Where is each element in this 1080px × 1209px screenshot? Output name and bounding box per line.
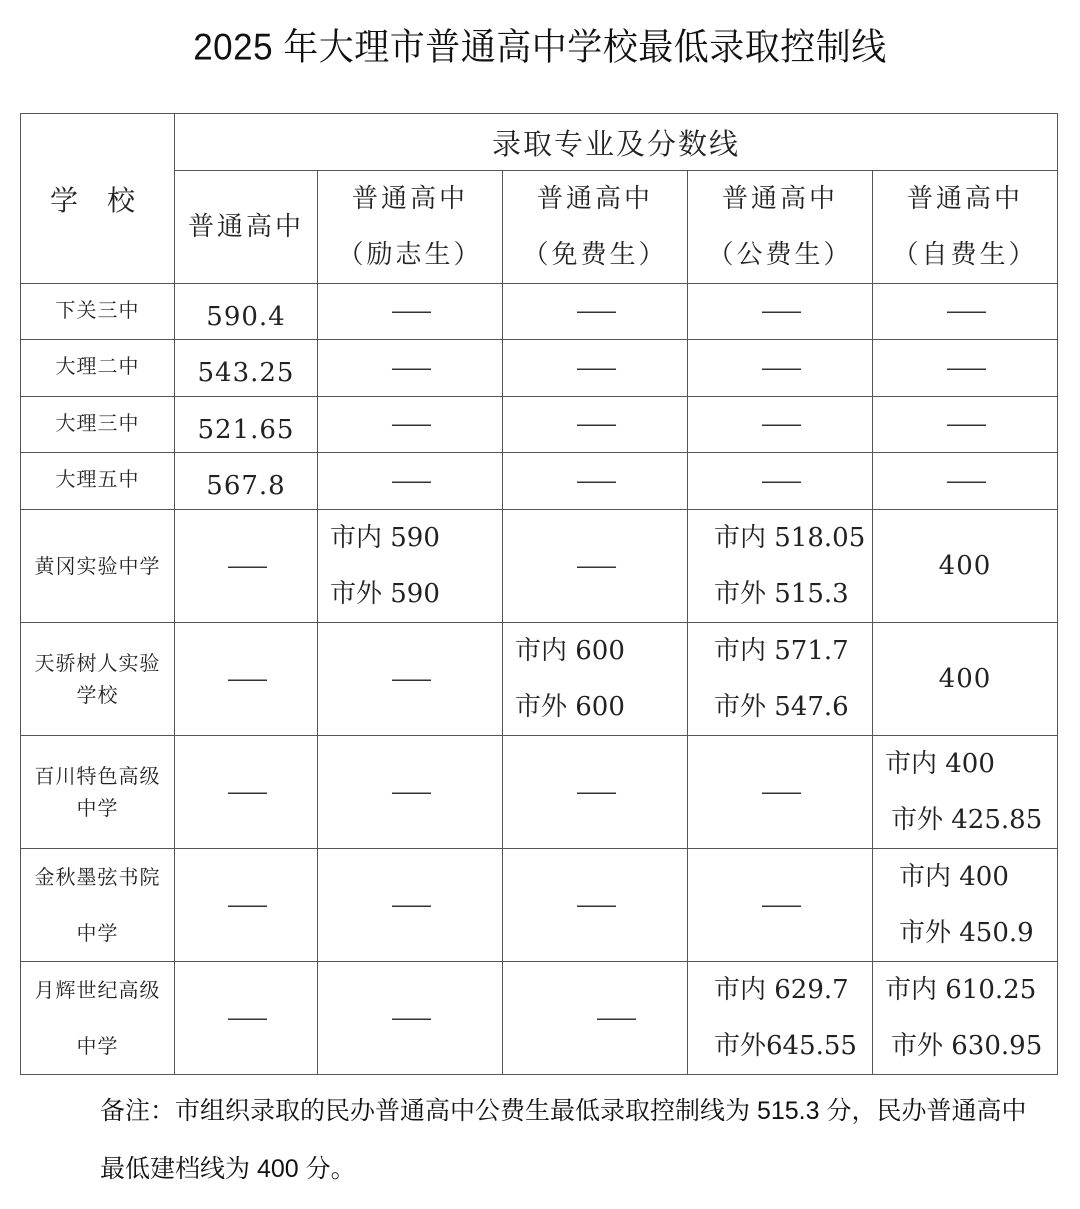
empty-cell: —— [503,284,688,340]
table-row [21,397,1058,453]
school-name: 黄冈实验中学 [21,510,175,623]
score-out-city: 市外 600 [515,692,625,722]
empty-cell: —— [175,962,318,1075]
empty-cell: —— [688,736,873,849]
empty-cell: —— [503,453,688,510]
empty-cell: —— [688,849,873,962]
empty-cell: —— [175,736,318,849]
table-row [21,736,1058,849]
score-out-city: 市外 547.6 [714,692,849,722]
score-cell: 521.65 [175,397,318,453]
score-out-city: 市外 450.9 [899,918,1034,948]
table-row [21,962,1058,1075]
score-out-city: 市外 425.85 [891,805,1043,835]
score-in-city: 市内 400 [885,749,995,779]
score-cell [688,623,873,736]
empty-cell: —— [318,736,503,849]
empty-cell: —— [688,340,873,397]
school-name: 百川特色高级 中学 [21,736,175,849]
empty-cell: —— [318,453,503,510]
score-cell [318,510,503,623]
empty-cell: —— [503,510,688,623]
score-cell [873,736,1058,849]
empty-cell: —— [873,340,1058,397]
school-name: 大理三中 [21,397,175,453]
empty-cell: —— [318,284,503,340]
empty-cell: —— [318,623,503,736]
header-col-public-funded: 普通高中 （公费生） [688,171,873,284]
school-name: 下关三中 [21,284,175,340]
empty-cell: —— [318,849,503,962]
empty-cell: —— [503,736,688,849]
table-row [21,510,1058,623]
empty-cell: —— [503,962,688,1075]
empty-cell: —— [318,397,503,453]
score-cell: 400 [873,510,1058,623]
score-in-city: 市内 400 [899,862,1009,892]
school-name: 月辉世纪高级 中学 [21,962,175,1075]
empty-cell: —— [503,340,688,397]
table-row [21,284,1058,340]
school-name: 大理五中 [21,453,175,510]
empty-cell: —— [175,623,318,736]
empty-cell: —— [175,849,318,962]
table-row [21,453,1058,510]
score-in-city: 市内 518.05 [714,523,866,553]
score-in-city: 市内 590 [330,523,440,553]
empty-cell: —— [503,849,688,962]
score-out-city: 市外 515.3 [714,579,849,609]
score-out-city: 市外 590 [330,579,440,609]
empty-cell: —— [873,397,1058,453]
header-col-aspiration: 普通高中 （励志生） [318,171,503,284]
score-cell: 543.25 [175,340,318,397]
header-col-regular: 普通高中 [175,171,318,284]
score-cell: 590.4 [175,284,318,340]
header-col-self-funded: 普通高中 （自费生） [873,171,1058,284]
empty-cell: —— [503,397,688,453]
header-col-tuition-free: 普通高中 （免费生） [503,171,688,284]
score-cell [688,510,873,623]
empty-cell: —— [175,510,318,623]
score-out-city: 市外 630.95 [891,1031,1043,1061]
score-cell [688,962,873,1075]
score-in-city: 市内 629.7 [714,975,849,1005]
empty-cell: —— [688,397,873,453]
score-in-city: 市内 600 [515,636,625,666]
school-name: 天骄树人实验 学校 [21,623,175,736]
header-school: 学 校 [21,114,175,284]
document-title: 2025 年大理市普通高中学校最低录取控制线 [193,27,887,69]
admission-score-table [20,113,1058,1075]
empty-cell: —— [688,453,873,510]
empty-cell: —— [873,453,1058,510]
header-score-group: 录取专业及分数线 [175,114,1058,171]
empty-cell: —— [873,284,1058,340]
table-row [21,849,1058,962]
score-cell: 567.8 [175,453,318,510]
score-in-city: 市内 571.7 [714,636,849,666]
school-name: 大理二中 [21,340,175,397]
score-cell [873,849,1058,962]
score-out-city: 市外645.55 [714,1031,857,1061]
score-in-city: 市内 610.25 [885,975,1037,1005]
footnote: 备注：市组织录取的民办普通高中公费生最低录取控制线为 515.3 分，民办普通高中最低建档线为 400 分。 [100,1097,1027,1183]
table-row [21,340,1058,397]
empty-cell: —— [688,284,873,340]
score-cell: 400 [873,623,1058,736]
school-name: 金秋墨弦书院 中学 [21,849,175,962]
table-row [21,623,1058,736]
score-cell [873,962,1058,1075]
empty-cell: —— [318,340,503,397]
score-cell [503,623,688,736]
empty-cell: —— [318,962,503,1075]
